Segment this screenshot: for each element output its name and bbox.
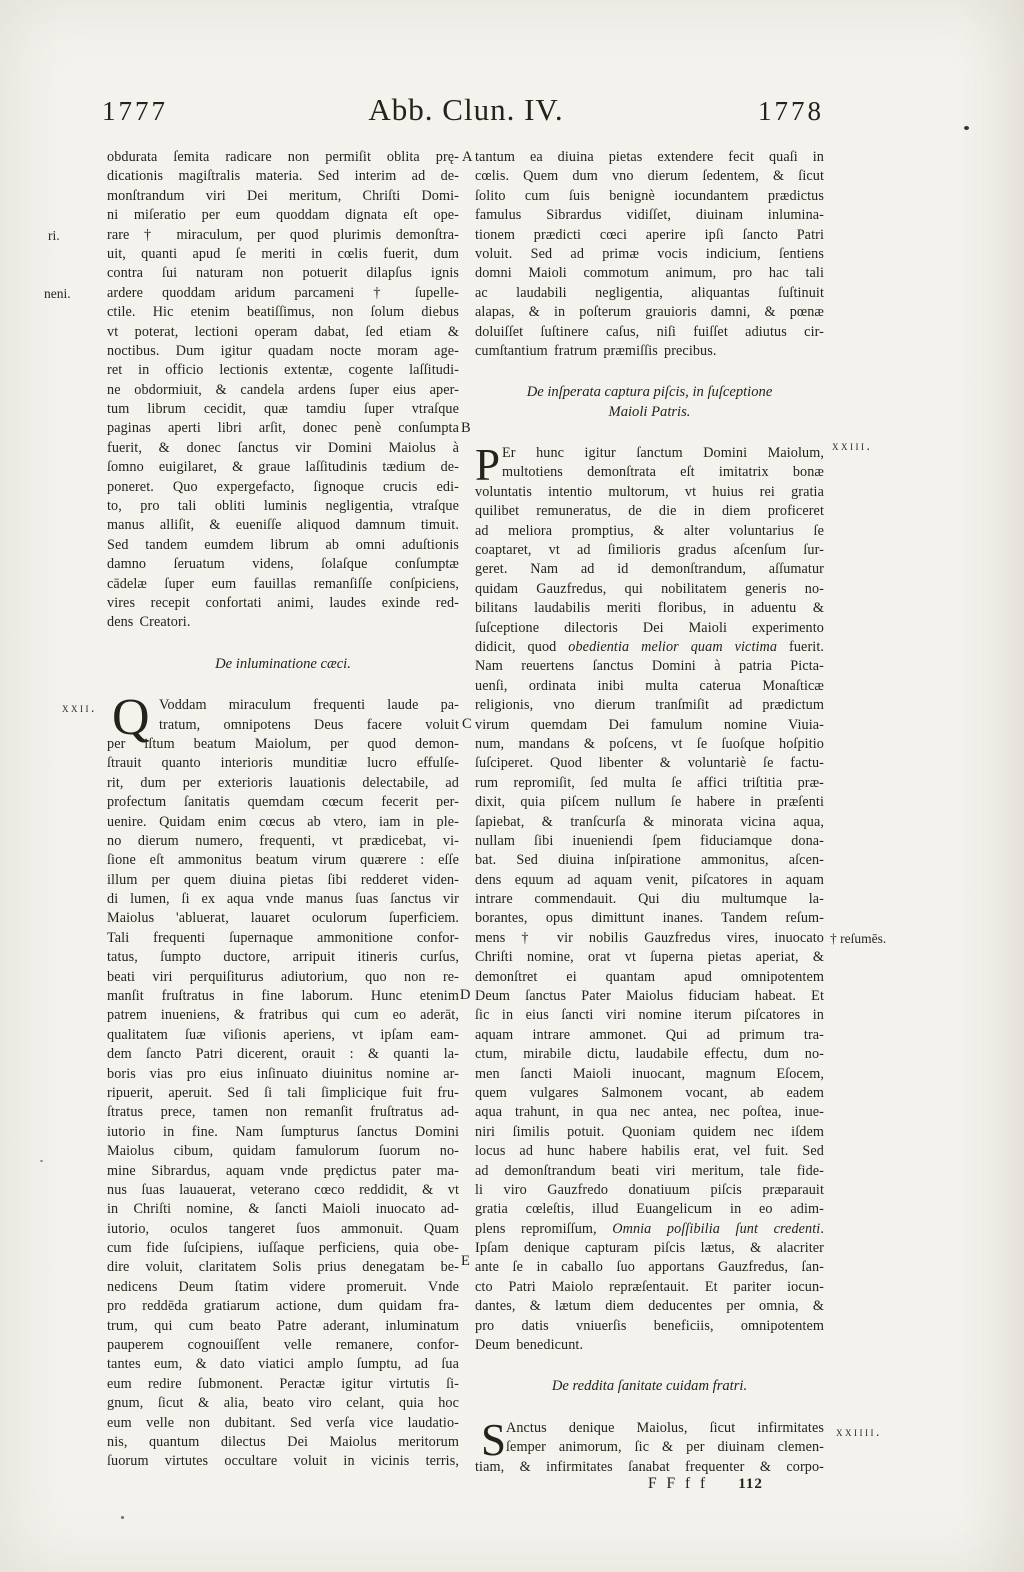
text-line <box>107 187 459 206</box>
text-line <box>107 754 459 773</box>
text-line <box>475 1200 824 1219</box>
text-run: cœlis. Quem dum vno dierum ſedentem, & ſicut <box>475 168 824 185</box>
text-run: borantes, opus dimittunt inanes. Tandem reſum- <box>475 910 824 927</box>
column-number-right: 1778 <box>758 96 824 126</box>
text-line <box>475 851 824 870</box>
text-run: noctibus. Dum igitur quadam nocte moram age- <box>107 342 459 359</box>
text-line <box>107 1220 459 1239</box>
gutter-section-letter: D <box>460 987 471 1003</box>
text-line <box>475 580 824 599</box>
text-run: rum repromiſit, ſed multa ſe affici triſtitia præ- <box>475 774 824 791</box>
text-run: dixit, quia piſcem nullum ſe habere in præſenti <box>475 794 824 811</box>
text-line <box>107 264 459 283</box>
gutter-section-letter: C <box>462 716 472 732</box>
text-run: cum fide ſuſcipiens, iuſſaque perficiens, quia obe- <box>107 1240 459 1257</box>
text-line <box>107 458 459 477</box>
text-run: ad demonſtrandum beati viri meritum, tale fide- <box>475 1162 824 1179</box>
text-run: quidam Gauzfredus, qui nobilitatem generis no- <box>475 580 824 597</box>
heading-line: De inluminatione cæci. <box>215 655 351 672</box>
text-line <box>475 502 824 521</box>
text-run: didicit, quod <box>475 638 569 655</box>
text-run: li viro Gauzfredo donatiuum piſcis præparauit <box>475 1181 824 1198</box>
text-run: aquam intrare ammonet. Qui ad primum tra- <box>475 1026 824 1043</box>
text-line <box>107 1084 459 1103</box>
text-line <box>475 1026 824 1045</box>
text-line <box>475 696 824 715</box>
italic-phrase: Omnia poſſibilia ſunt credenti <box>612 1220 821 1237</box>
text-run: ne obdormiuit, & candela ardens ſuper eius aper- <box>107 381 459 398</box>
text-line <box>475 1045 824 1064</box>
text-line <box>475 657 824 676</box>
page-footer <box>648 1474 763 1494</box>
text-run: beati viri perquiſiturus adiutorium, quo non re- <box>107 968 459 985</box>
heading-line: Maioli Patris. <box>608 403 691 420</box>
text-line <box>107 890 459 909</box>
section-heading <box>475 383 824 422</box>
column-number-left: 1777 <box>102 96 168 126</box>
text-run: ſtratus prece, tamen non remanſit fruſtratus ad- <box>107 1104 459 1121</box>
text-run: voluntatis intentio multorum, vt huius rei gratia <box>475 483 824 500</box>
text-line <box>475 1123 824 1142</box>
text-run: demonſtret ei quantam apud omnipotentem <box>475 968 824 985</box>
text-line <box>107 245 459 264</box>
text-line <box>107 793 459 812</box>
text-line <box>107 1123 459 1142</box>
text-run: di lumen, ſi ex aqua vnde manus ſuas ſanctus vir <box>107 891 459 908</box>
text-run: ctum, mirabile dictu, laudabile effectu, dum no- <box>475 1046 824 1063</box>
drop-cap-initial: S <box>481 1414 507 1465</box>
text-run: nedicens Deum ſtatim videre promeruit. Vnde <box>107 1278 459 1295</box>
text-run: boris vias pro eius inſinuato diuinitus nomine ar- <box>107 1065 459 1082</box>
text-line <box>475 987 824 1006</box>
text-run: ſemper animorum, ſic & per diuinam clemen- <box>506 1439 824 1456</box>
text-line <box>107 400 459 419</box>
text-line <box>107 1006 459 1025</box>
sheet-number: 112 <box>738 1476 763 1492</box>
text-run: ni miſeratio per eum quoddam dignata eſt ope- <box>107 207 459 224</box>
text-line <box>475 560 824 579</box>
text-line <box>475 619 824 638</box>
text-line <box>475 245 824 264</box>
text-line <box>107 1336 459 1355</box>
text-line <box>107 987 459 1006</box>
text-line <box>107 1045 459 1064</box>
text-run: ctile. Hic etenim beatiſſimus, non ſolum diebus <box>107 304 459 321</box>
text-run: dens equum ad aquam venit, piſcatores in aquam <box>475 871 824 888</box>
drop-cap-initial: Q <box>112 689 150 747</box>
text-line <box>475 1162 824 1181</box>
text-line <box>475 599 824 618</box>
text-line <box>475 1258 824 1277</box>
text-run: dens Creatori. <box>107 614 191 631</box>
text-run: Anctus denique Maiolus, ſicut infirmitates <box>506 1419 824 1436</box>
text-run: quilibet remuneratus, de die in diem proficeret <box>475 503 824 520</box>
text-run: dicationis magiſtralis materia. Sed interim ad de- <box>107 168 459 185</box>
text-line <box>107 1414 459 1433</box>
text-run: fuerit, & donec ſanctus vir Domini Maiolus à <box>107 439 459 456</box>
text-run: domni Maioli commotum animum, pro hac tali <box>475 265 824 282</box>
text-line <box>107 1142 459 1161</box>
text-run: coaptaret, vt ad ſimilioris gradus aſcenſum ſur- <box>475 542 824 559</box>
section-heading <box>475 1377 824 1396</box>
text-line <box>107 832 459 851</box>
text-run: ſomno euigilaret, & graue laſſitudinis tædium de- <box>107 459 459 476</box>
text-run: . <box>820 1220 824 1237</box>
text-run: tatus, ſumpto ductore, arripuit itineris curſus, <box>107 949 459 966</box>
text-run: ſuſceptione dilectoris Dei Maioli experimento <box>475 619 824 636</box>
text-run: virum quemdam Dei famulum nomine Viuia- <box>475 716 824 733</box>
text-run: gnum, ſicut & alia, beato viro celant, quia hoc <box>107 1395 459 1412</box>
text-run: niri ſimilis potuit. Quoniam quidem nec iſdem <box>475 1123 824 1140</box>
text-run: tantum ea diuina pietas extendere fecit quaſi in <box>475 149 824 165</box>
text-run: ante ſe in caballo ſuo apportans Gauzfredus, ſan- <box>475 1259 824 1276</box>
text-line <box>475 264 824 283</box>
text-run: ſolito cum ſuis benignè iocundantem prædictus <box>475 187 824 204</box>
text-line <box>475 226 824 245</box>
text-run: Chriſti nomine, orat vt ſuperna pietas aperiat, & <box>475 949 824 966</box>
text-run: quem vulgares Salmonem vocant, ab eadem <box>475 1084 824 1101</box>
text-line <box>475 1419 824 1438</box>
text-line <box>475 735 824 754</box>
text-line <box>475 342 824 361</box>
text-run: tionem prædicti cœci aperire ipſi ſancto Patri <box>475 226 824 243</box>
text-line <box>475 890 824 909</box>
text-run: illum per quem diuina pietas ſibi redderet viden- <box>107 871 459 888</box>
section-heading <box>107 655 459 674</box>
text-run: aqua trahunt, in qua nec antea, nec poſtea, inue- <box>475 1104 824 1121</box>
text-run: patrem inueniens, & fratribus qui cum eo aderāt, <box>107 1007 459 1024</box>
text-run: uit, quanti apud ſe meriti in cœlis fuerit, dum <box>107 245 459 262</box>
text-line <box>107 929 459 948</box>
text-run: nullam ſibi inueniendi ſpem fiduciamque dona- <box>475 832 824 849</box>
text-run: num, mandans & poſcens, vt ſe ſuoſque hoſpitio <box>475 735 824 752</box>
text-run: vires recepit confortati animi, laudes exinde red- <box>107 594 459 611</box>
text-line <box>475 1084 824 1103</box>
text-run: rit, dum per exterioris lauationis delectabile, ad <box>107 774 459 791</box>
text-run: per iſtum beatum Maiolum, per quod demon- <box>107 735 459 752</box>
text-run: cumſtantium fratrum præmiſſis precibus. <box>475 342 717 359</box>
text-line <box>475 909 824 928</box>
text-run: ad meliora promptius, & alter voluntarius ſe <box>475 522 824 539</box>
text-line <box>475 541 824 560</box>
text-run: ſione eſt ammonitus beatum virum quærere : eſſe <box>107 852 459 869</box>
text-line <box>107 1026 459 1045</box>
running-title: Abb. Clun. IV. <box>368 92 564 127</box>
text-line <box>107 206 459 225</box>
text-run: nus ſuas lauauerat, veterano cœco reddidit, & vt <box>107 1181 459 1198</box>
text-run: Nam reuertens ſanctus Domini à patria Picta- <box>475 658 824 675</box>
text-line <box>107 813 459 832</box>
text-line <box>475 1317 824 1336</box>
text-run: contra ſui naturam non potuerit dilapſus ignis <box>107 265 459 282</box>
text-run: Er hunc igitur ſanctum Domini Maiolum, <box>502 445 824 462</box>
text-run: uenire. Quidam enim cœcus ab vtero, iam in ple- <box>107 813 459 830</box>
text-line <box>475 1297 824 1316</box>
text-line <box>475 1336 824 1355</box>
margin-note-left: neni. <box>44 286 71 301</box>
text-line <box>475 303 824 322</box>
margin-note-right: xxiii. <box>832 438 873 453</box>
text-run: eum velle non dubitant. Sed verſa vice laudatio- <box>107 1414 459 1431</box>
text-line <box>107 1239 459 1258</box>
text-run: ſuſciperet. Quod libenter & voluntariè ſe factu- <box>475 755 824 772</box>
text-run: Sed tandem eumdem librum ab omni aduſtionis <box>107 536 459 553</box>
text-run: profectum ſanitatis quemdam cœcum fecerit per- <box>107 794 459 811</box>
text-run: pauperem cognouiſſent velle remanere, confor- <box>107 1337 459 1354</box>
text-run: dem ſancto Patri dicerent, orauit : & quanti la- <box>107 1046 459 1063</box>
text-run: obdurata ſemita radicare non permiſit oblita prę- <box>107 149 459 165</box>
text-run: uenſi, ordinata inibi multa caterua Monaſticæ <box>475 677 824 694</box>
text-line <box>107 361 459 380</box>
text-line <box>475 1142 824 1161</box>
text-line <box>107 696 459 715</box>
text-line <box>107 1200 459 1219</box>
text-line <box>475 1006 824 1025</box>
text-run: voluit. Sed ad primæ vocis indicium, ſentiens <box>475 245 824 262</box>
text-line <box>107 167 459 186</box>
text-run: alapas, & in poſterum grauioris damni, & pœnæ <box>475 304 824 321</box>
text-run: no dierum numero, frequenti, vt prædicebat, vi- <box>107 832 459 849</box>
text-run: Maiolus cibum, quidam famulorum ſuorum no- <box>107 1143 459 1160</box>
text-run: tratum, omnipotens Deus facere voluit <box>159 716 459 733</box>
heading-line: De reddita ſanitate cuidam fratri. <box>551 1378 748 1395</box>
paragraph <box>107 148 459 633</box>
text-line <box>475 968 824 987</box>
text-run: tum librum cecidit, quæ tamdiu ſuper vtraſque <box>107 401 459 418</box>
text-run: multotiens demonſtrata eſt imitatrix bonæ <box>502 464 824 481</box>
text-run: monſtrandum viri Dei meritum, Chriſti Domi- <box>107 187 459 204</box>
text-line <box>475 1438 824 1457</box>
paragraph <box>475 148 824 361</box>
text-run: eum redire ſubmonent. Peractæ igitur virtutis ſi- <box>107 1375 459 1392</box>
text-line <box>475 148 824 167</box>
text-line <box>475 206 824 225</box>
text-line <box>475 793 824 812</box>
text-line <box>107 909 459 928</box>
text-line <box>107 851 459 870</box>
text-run: in Chriſti nomine, & ſancti Maioli inuocato ad- <box>107 1201 459 1218</box>
text-line <box>107 303 459 322</box>
text-line <box>107 1162 459 1181</box>
text-line <box>107 148 459 167</box>
text-run: dire voluit, claritatem Solis prius denegatam be- <box>107 1259 459 1276</box>
text-run: Voddam miraculum frequenti laude pa- <box>159 697 459 714</box>
text-line <box>107 478 459 497</box>
text-line <box>475 871 824 890</box>
text-run: ſuorum virtutes occultare voluit in vicinis terris, <box>107 1453 459 1470</box>
paragraph <box>107 689 459 1472</box>
text-line <box>107 555 459 574</box>
signature-mark: F F f f <box>648 1475 709 1492</box>
text-line <box>475 187 824 206</box>
margin-note-right: xxiiii. <box>836 1424 882 1439</box>
left-column <box>107 148 459 1472</box>
text-run: geret. Nam ad id demonſtrandum, aſſumatur <box>475 561 824 578</box>
text-line <box>475 444 824 463</box>
text-run: pro datis vniuerſis beneficiis, omnipotentem <box>475 1317 824 1334</box>
text-line <box>107 1278 459 1297</box>
text-run: bat. Sed diuina inſpiratione ammonitus, aſcen- <box>475 852 824 869</box>
text-line <box>475 1065 824 1084</box>
text-run: gratia cœleſtis, illud Euangelicum in eo adim- <box>475 1201 824 1218</box>
text-line <box>107 497 459 516</box>
text-run: rare † miraculum, per quod plurimis demonſtra- <box>107 226 459 243</box>
text-run: intrare commendauit. Qui diu multumque la- <box>475 891 824 908</box>
gutter-section-letter: B <box>461 420 471 436</box>
text-line <box>107 1394 459 1413</box>
text-run: to, pro tali obliti luminis negligentia, vtraſque <box>107 498 459 515</box>
text-line <box>475 716 824 735</box>
text-run: cto Patri Maiolo repræſentauit. Et pariter iocun- <box>475 1278 824 1295</box>
text-line <box>107 419 459 438</box>
heading-line: De inſperata captura piſcis, in ſuſceptione <box>526 384 773 401</box>
text-run: bilitans laudabilis meriti floribus, in aduentu & <box>475 600 824 617</box>
text-line <box>475 463 824 482</box>
text-run: dantes, & lætum diem deducentes per omnia, & <box>475 1298 824 1315</box>
text-line <box>475 948 824 967</box>
text-line <box>107 536 459 555</box>
margin-note-left: xxii. <box>62 700 97 715</box>
text-run: pro reddēda gratiarum actione, dum quidam fra- <box>107 1298 459 1315</box>
text-run: trum, qui cum beato Patre aderant, inluminatum <box>107 1317 459 1334</box>
text-run: ret in officio lectionis extentæ, cogente laſſitudi- <box>107 362 459 379</box>
paragraph <box>475 440 825 1355</box>
text-line <box>475 638 824 657</box>
text-run: plens repromiſſum, <box>475 1220 613 1237</box>
text-run: Tali frequenti ſupernaque ammonitione confor- <box>107 929 459 946</box>
margin-note-left: ri. <box>48 228 60 243</box>
text-run: doluiſſet ſuſtinere caſus, niſi fuiſſet adiutus cir- <box>475 323 824 340</box>
text-line <box>475 677 824 696</box>
text-line <box>475 1220 824 1239</box>
text-line <box>475 832 824 851</box>
text-run: nis, quantum dilectus Dei Maiolus meritorum <box>107 1434 459 1450</box>
text-run: tiam, & infirmitates ſanabat frequenter & corpo- <box>475 1458 824 1475</box>
text-run: famulus Sibrardus vidiſſet, diuinam inlumina- <box>475 207 824 224</box>
text-line <box>107 774 459 793</box>
ink-speck <box>40 1160 43 1162</box>
gutter-section-letter: E <box>461 1253 470 1269</box>
ink-speck <box>964 126 969 130</box>
text-line <box>107 1181 459 1200</box>
text-run: damno ſeruatum videns, ſolaſque conſumptæ <box>107 556 459 573</box>
right-column <box>475 148 824 1477</box>
text-run: fuerit. <box>777 638 825 655</box>
text-line <box>107 716 459 735</box>
gutter-section-letter: A <box>462 149 473 165</box>
text-run: Deum benedicunt. <box>475 1337 584 1354</box>
text-line <box>107 1375 459 1394</box>
text-run: ardere quoddam aridum parcameni † ſupelle- <box>107 284 459 301</box>
text-line <box>475 1103 824 1122</box>
text-run: manus alliſit, & eueniſſe aliquod damnum timuit. <box>107 517 459 534</box>
text-line <box>107 284 459 303</box>
text-line <box>107 1103 459 1122</box>
text-run: ſtrauit quanto interioris munditiæ lucro effulſe- <box>107 755 459 772</box>
text-run: ſic in eius ſancti viri nomine iterum piſcatores in <box>475 1007 824 1024</box>
text-run: Maiolus 'abluerat, lauaret oculorum ſuperficiem. <box>107 910 459 927</box>
text-run: cādelæ ſuper eum fauillas remanſiſſe conſpiciens, <box>107 575 459 592</box>
text-line <box>475 774 824 793</box>
text-run: mine Sibrardus, aquam vnde prędictus pater ma- <box>107 1162 459 1179</box>
ink-speck <box>121 1516 124 1519</box>
text-line <box>475 1239 824 1258</box>
text-line <box>107 1317 459 1336</box>
text-run: Deum ſanctus Pater Maiolus fiduciam habeat. Et <box>475 988 824 1005</box>
drop-cap-initial: P <box>475 440 501 491</box>
text-line <box>107 1355 459 1374</box>
text-line <box>107 323 459 342</box>
text-run: iutorio, oculos tangeret ſuos ammonuit. Quam <box>107 1220 459 1237</box>
text-line <box>107 968 459 987</box>
text-run: Ipſam denique capturam piſcis lætus, & alacriter <box>475 1240 824 1257</box>
margin-note-right: † reſumēs. <box>830 931 887 946</box>
text-run: mens † vir nobilis Gauzfredus vires, inuocato <box>475 929 824 946</box>
text-run: ſapiebat, & tranſcurſa & minorata vicina aqua, <box>475 813 824 830</box>
text-run: iutorio in fine. Nam ſumpturus ſanctus Domini <box>107 1123 459 1140</box>
text-line <box>107 226 459 245</box>
text-line <box>475 323 824 342</box>
text-line <box>107 381 459 400</box>
text-line <box>475 167 824 186</box>
text-line <box>475 754 824 773</box>
text-run: ac laudabili negligentia, aliquantas ſuſtinuit <box>475 284 824 301</box>
text-line <box>475 813 824 832</box>
text-run: ripuerit, aperuit. Sed ſi tali ſimplicique fuit fru- <box>107 1084 459 1101</box>
text-line <box>475 522 824 541</box>
text-line <box>107 594 459 613</box>
text-line <box>107 516 459 535</box>
text-line <box>107 1433 459 1452</box>
text-line <box>107 1297 459 1316</box>
text-run: religionis, vno dierum tranſmiſit ad prædictum <box>475 697 824 714</box>
paragraph <box>475 1414 824 1477</box>
text-run: qualitatem ſuæ viſionis aperiens, vt ipſam eam- <box>107 1026 459 1043</box>
text-run: paginas aperti libri arſit, donec penè conſumpta <box>107 420 459 437</box>
text-line <box>475 1278 824 1297</box>
text-run: men ſancti Maioli inuocant, magnum Eſocem, <box>475 1065 824 1082</box>
text-run: manſit fruſtratus in fine laborum. Hunc etenim <box>107 988 459 1005</box>
text-line <box>107 575 459 594</box>
text-line <box>107 613 459 632</box>
text-line <box>475 483 824 502</box>
text-run: locus ad hunc habere habilis erat, vel fuit. Sed <box>475 1143 824 1160</box>
text-run: poneret. Quo expergefacto, ſignoque crucis edi- <box>107 478 459 495</box>
text-line <box>107 948 459 967</box>
text-line <box>475 284 824 303</box>
text-line <box>107 439 459 458</box>
text-run: vt poterat, lectioni operam dabat, ſed etiam & <box>107 323 459 340</box>
italic-phrase: obedientia melior quam victima <box>568 638 778 655</box>
text-line <box>107 1258 459 1277</box>
text-line <box>475 929 824 948</box>
text-run: tantes eum, & dato viatici amplo ſumptu, ad ſua <box>107 1356 459 1373</box>
text-line <box>107 1065 459 1084</box>
text-line <box>107 342 459 361</box>
text-line <box>475 1181 824 1200</box>
text-line <box>107 871 459 890</box>
text-line <box>107 735 459 754</box>
text-line <box>107 1452 459 1471</box>
